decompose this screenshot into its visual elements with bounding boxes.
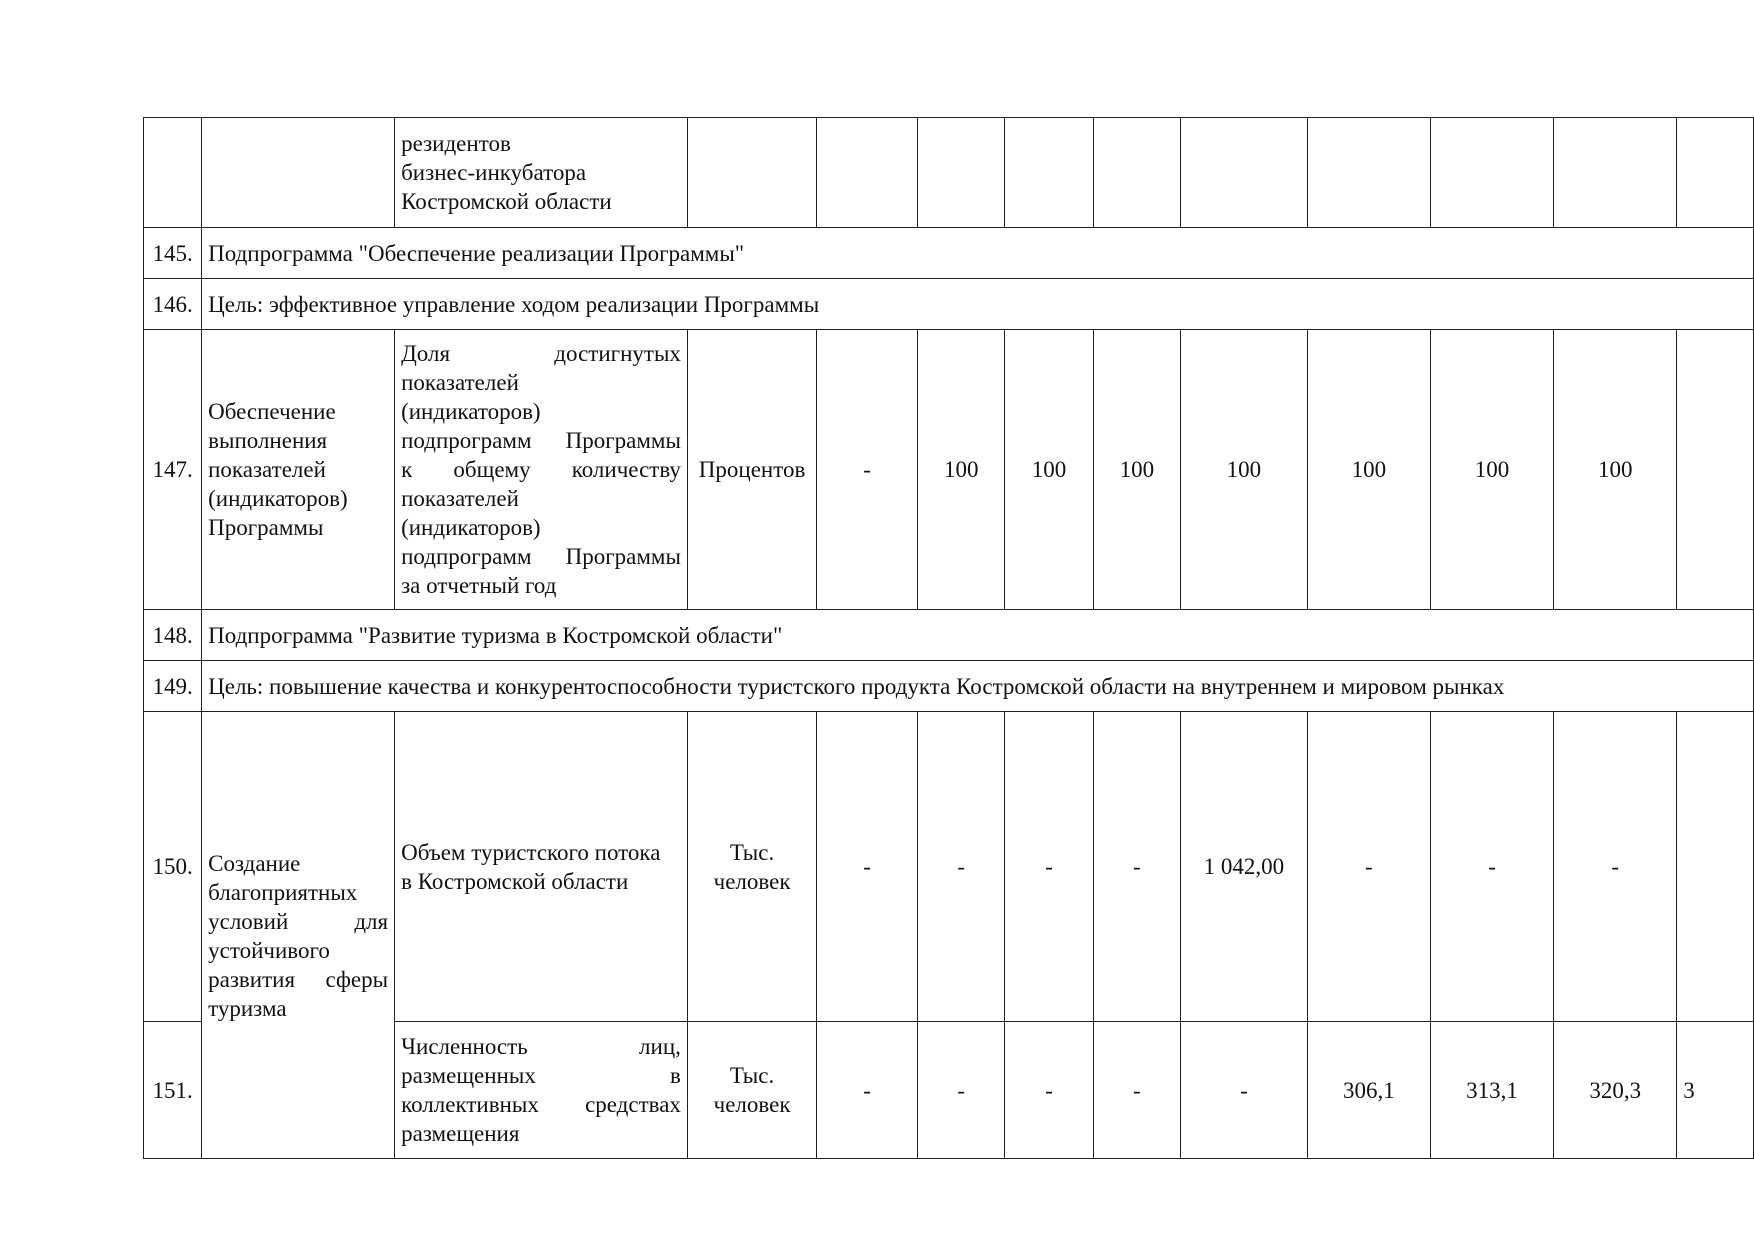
row-number-cell: 146. — [144, 279, 202, 330]
indicator-line: (индикаторов) — [401, 399, 541, 424]
table-row-148 — [144, 610, 1754, 661]
unit-cell — [687, 118, 816, 228]
value-cell: - — [1005, 1022, 1093, 1159]
indicator-line: Численность лиц, — [401, 1034, 681, 1059]
goal-cell — [202, 712, 395, 1159]
value-cell — [1677, 712, 1754, 1022]
indicator-line: бизнес-инкубатора — [401, 160, 587, 185]
unit-cell — [687, 712, 816, 1022]
indicator-cell — [395, 1022, 688, 1159]
unit-line: человек — [713, 1092, 791, 1117]
table-row-145 — [144, 228, 1754, 279]
value-cell: - — [1307, 712, 1430, 1022]
value-cell: - — [817, 330, 918, 610]
value-cell: - — [1181, 1022, 1308, 1159]
row-number-cell: 149. — [144, 661, 202, 712]
table-row-continuation — [144, 118, 1754, 228]
unit-line: Тыс. — [729, 839, 775, 865]
value-cell: - — [1430, 712, 1553, 1022]
unit-line: человек — [713, 868, 791, 894]
indicator-line: за отчетный год — [401, 573, 557, 598]
row-number-cell: 150. — [144, 712, 202, 1022]
indicator-line: Костромской области — [401, 189, 612, 214]
goal-line: (индикаторов) — [208, 486, 348, 511]
indicator-cell — [395, 118, 688, 228]
value-cell: - — [1093, 712, 1180, 1022]
value-cell — [1554, 118, 1677, 228]
value-cell: 100 — [1005, 330, 1093, 610]
unit-line: Процентов — [698, 457, 806, 482]
indicator-line: к общему количеству — [401, 457, 681, 482]
row-number-cell: 148. — [144, 610, 202, 661]
unit-cell — [687, 330, 816, 610]
goal-line: Создание — [208, 851, 301, 876]
subprogram-title-cell: Подпрограмма "Развитие туризма в Костромской области" — [202, 610, 1754, 661]
unit-line: Тыс. — [729, 1063, 775, 1088]
table-row-149 — [144, 661, 1754, 712]
value-cell: 100 — [1307, 330, 1430, 610]
indicator-line: в Костромской области — [401, 868, 629, 894]
value-cell — [1677, 330, 1754, 610]
goal-line: Программы — [208, 515, 324, 540]
goal-line: Обеспечение — [208, 399, 336, 424]
value-cell: 100 — [1181, 330, 1308, 610]
value-cell: - — [918, 712, 1005, 1022]
value-cell: - — [1005, 712, 1093, 1022]
indicator-line: размещения — [401, 1121, 520, 1146]
value-cell: 100 — [1093, 330, 1180, 610]
indicator-cell — [395, 330, 688, 610]
row-number-cell — [144, 118, 202, 228]
value-cell: 313,1 — [1430, 1022, 1553, 1159]
value-cell: 100 — [1430, 330, 1553, 610]
goal-cell — [202, 118, 395, 228]
indicator-line: подпрограмм Программы — [401, 428, 681, 453]
table-row-150 — [144, 712, 1754, 1022]
indicator-line: размещенных в — [401, 1063, 681, 1088]
value-cell: - — [918, 1022, 1005, 1159]
value-cell: - — [1093, 1022, 1180, 1159]
value-cell — [1677, 118, 1754, 228]
indicator-line: (индикаторов) — [401, 515, 541, 540]
table-row-146 — [144, 279, 1754, 330]
value-cell — [1005, 118, 1093, 228]
row-number-cell: 151. — [144, 1022, 202, 1159]
table-row-147 — [144, 330, 1754, 610]
value-cell: 100 — [918, 330, 1005, 610]
value-cell: - — [1554, 712, 1677, 1022]
goal-line: условий для — [208, 909, 389, 934]
value-cell — [1430, 118, 1553, 228]
value-cell: 320,3 — [1554, 1022, 1677, 1159]
value-cell — [918, 118, 1005, 228]
indicator-line: резидентов — [401, 131, 511, 156]
goal-title-cell: Цель: повышение качества и конкурентоспособности туристского продукта Костромской области на внутреннем и мировом рынках — [202, 661, 1754, 712]
goal-line: благоприятных — [208, 880, 358, 905]
value-cell: 306,1 — [1307, 1022, 1430, 1159]
subprogram-title-cell: Подпрограмма "Обеспечение реализации Программы" — [202, 228, 1754, 279]
value-cell: - — [817, 712, 918, 1022]
indicator-cell — [395, 712, 688, 1022]
goal-cell — [202, 330, 395, 610]
value-cell — [1307, 118, 1430, 228]
unit-cell — [687, 1022, 816, 1159]
value-cell: 3 — [1677, 1022, 1754, 1159]
goal-line: развития сферы — [208, 967, 389, 992]
goal-line: устойчивого — [208, 938, 330, 963]
value-cell — [817, 118, 918, 228]
goal-line: туризма — [208, 996, 287, 1021]
value-cell — [1181, 118, 1308, 228]
indicator-line: подпрограмм Программы — [401, 544, 681, 569]
value-cell: 1 042,00 — [1181, 712, 1308, 1022]
goal-title-cell: Цель: эффективное управление ходом реализации Программы — [202, 279, 1754, 330]
goal-line: выполнения — [208, 428, 328, 453]
indicator-line: Доля достигнутых — [401, 341, 681, 366]
value-cell: - — [817, 1022, 918, 1159]
goal-line: показателей — [208, 457, 326, 482]
indicator-line: показателей — [401, 486, 519, 511]
indicator-line: коллективных средствах — [401, 1092, 681, 1117]
row-number-cell: 147. — [144, 330, 202, 610]
row-number-cell: 145. — [144, 228, 202, 279]
value-cell: 100 — [1554, 330, 1677, 610]
indicator-line: Объем туристского потока — [401, 839, 661, 865]
indicator-line: показателей — [401, 370, 519, 395]
indicators-table — [143, 117, 1754, 1159]
value-cell — [1093, 118, 1180, 228]
